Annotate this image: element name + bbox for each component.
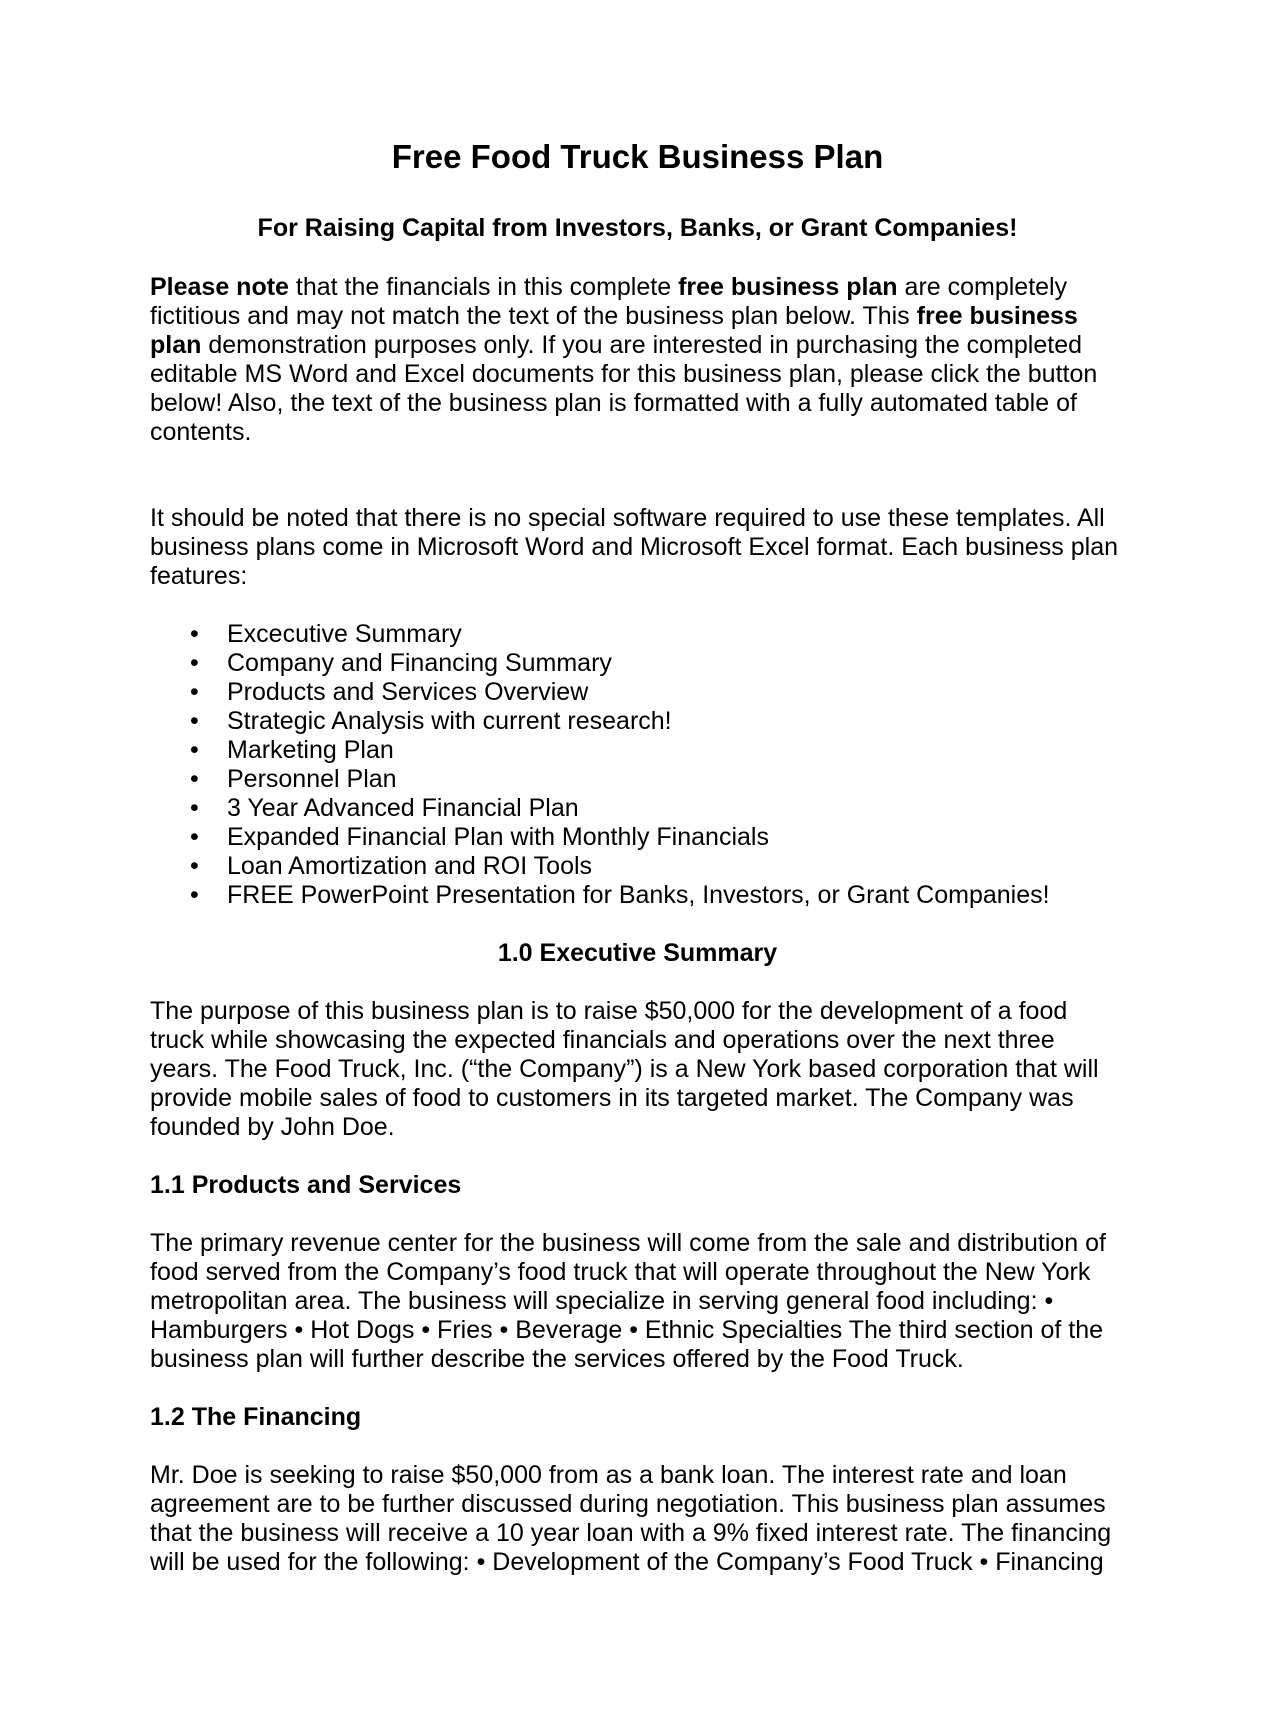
bold-text-run: free business plan: [678, 273, 898, 301]
feature-list-item: • Company and Financing Summary: [227, 649, 1125, 678]
text-run: are completely fictitious and may not match the text of the business plan below. This: [150, 273, 1068, 330]
section-body-the-financing: Mr. Doe is seeking to raise $50,000 from as a bank loan. The interest rate and loan agreement are to be further discussed during negotiation. This business plan assumes that the business will receive a 10 year loan with a 9% fixed interest rate. The financing will be used for the following: • Development of the Company’s Food Truck • Financing: [150, 1461, 1112, 1576]
section-heading-executive-summary: 1.0 Executive Summary: [497, 939, 778, 967]
feature-list-item: • 3 Year Advanced Financial Plan: [227, 794, 1125, 823]
bold-text-run: Please note: [150, 273, 289, 301]
section-heading-the-financing: 1.2 The Financing: [150, 1403, 362, 1431]
text-run: that the financials in this complete: [288, 273, 679, 301]
document-title: Free Food Truck Business Plan: [391, 138, 884, 175]
software-note-paragraph: It should be noted that there is no special software required to use these templates. All business plans come in Microsoft Word and Microsoft Excel format. Each business plan features:: [150, 504, 1119, 590]
feature-list-item: • Marketing Plan: [227, 736, 1125, 765]
section-body-products-and-services: The primary revenue center for the business will come from the sale and distribution of food served from the Company’s food truck that will operate throughout the New York metropolitan area. The business will specialize in serving general food including: • Hamburgers • Hot Dogs • Fries • Beverage • Ethnic Specialties The third section of the business plan will further describe the services offered by the Food Truck.: [150, 1229, 1107, 1373]
sections-container: [150, 939, 1125, 1577]
text-run: demonstration purposes only. If you are interested in purchasing the completed editable MS Word and Excel documents for this business plan, please click the button below! Also, the text of the business plan is formatted with a fully automated table of contents.: [150, 331, 1098, 446]
feature-list-item: • Products and Services Overview: [227, 678, 1125, 707]
document-subtitle: For Raising Capital from Investors, Banks, or Grant Companies!: [257, 214, 1018, 242]
feature-list-item: • Strategic Analysis with current research!: [227, 707, 1125, 736]
disclaimer-paragraph: [150, 273, 1125, 447]
feature-list-item: • FREE PowerPoint Presentation for Banks, Investors, or Grant Companies!: [227, 881, 1125, 910]
section-body-executive-summary: The purpose of this business plan is to raise $50,000 for the development of a food truck while showcasing the expected financials and operations over the next three years. The Food Truck, Inc. (“the Company”) is a New York based corporation that will provide mobile sales of food to customers in its targeted market. The Company was founded by John Doe.: [150, 997, 1099, 1141]
bold-text-run: free business plan: [150, 302, 1078, 359]
feature-list-item: • Loan Amortization and ROI Tools: [227, 852, 1125, 881]
feature-list-item: • Personnel Plan: [227, 765, 1125, 794]
feature-list: [150, 620, 1125, 910]
section-heading-products-and-services: 1.1 Products and Services: [150, 1171, 462, 1199]
feature-list-item: • Expanded Financial Plan with Monthly Financials: [227, 823, 1125, 852]
feature-list-item: • Excecutive Summary: [227, 620, 1125, 649]
